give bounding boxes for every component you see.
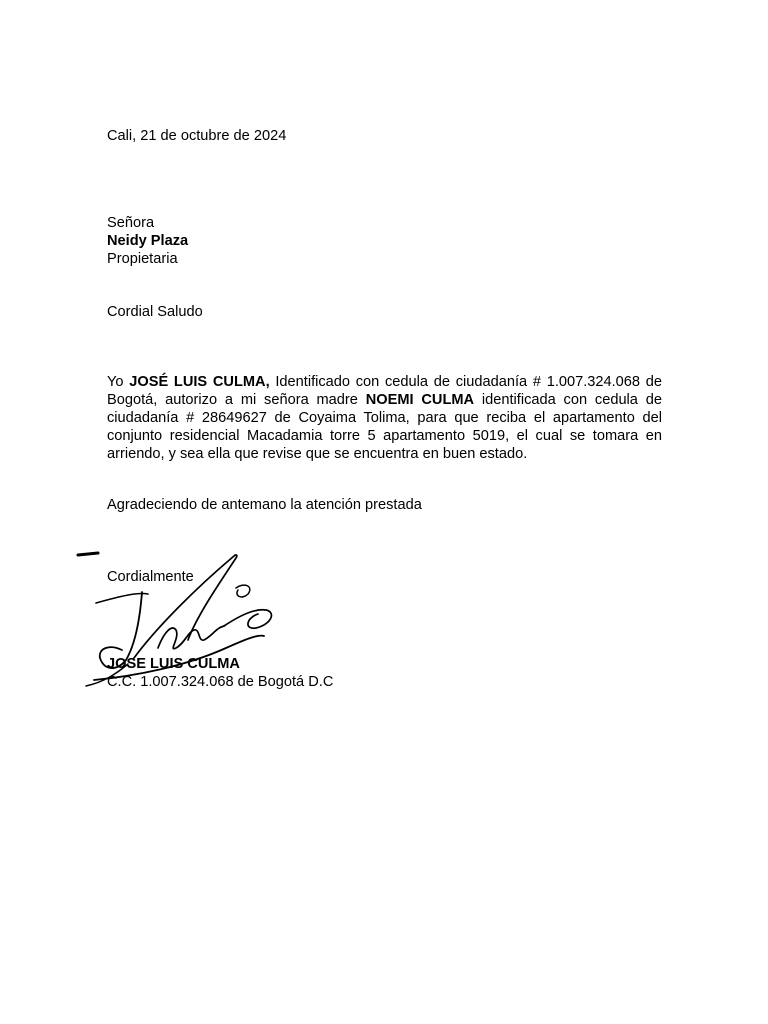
body-text-1: Yo <box>107 374 130 390</box>
greeting: Cordial Saludo <box>107 304 203 320</box>
signer-name: JOSE LUIS CULMA <box>107 656 240 672</box>
closing: Cordialmente <box>107 569 194 585</box>
signer-id: C.C. 1.007.324.068 de Bogotá D.C <box>107 674 334 690</box>
recipient-name: Neidy Plaza <box>107 233 189 249</box>
body-paragraph <box>107 373 662 463</box>
body-text-2: Identificado con cedula de ciudadanía # 1.007.324.068 de Bogotá, autorizo a mi señora madre <box>107 374 662 408</box>
place-date: Cali, 21 de octubre de 2024 <box>107 128 287 144</box>
thanks-line: Agradeciendo de antemano la atención prestada <box>107 497 422 513</box>
mother-name: NOEMI CULMA <box>365 392 475 408</box>
recipient-salutation: Señora <box>107 215 155 231</box>
author-name: JOSÉ LUIS CULMA, <box>129 374 270 390</box>
recipient-role: Propietaria <box>107 251 178 267</box>
body-text-3: identificada con cedula de ciudadanía # 28649627 de Coyaima Tolima, para que reciba el apartamento del conjunto residencial Macadamia torre 5 apartamento 5019, el cual se tomara en arriendo, y sea ella que revise que se encuentra en buen estado. <box>107 392 662 462</box>
